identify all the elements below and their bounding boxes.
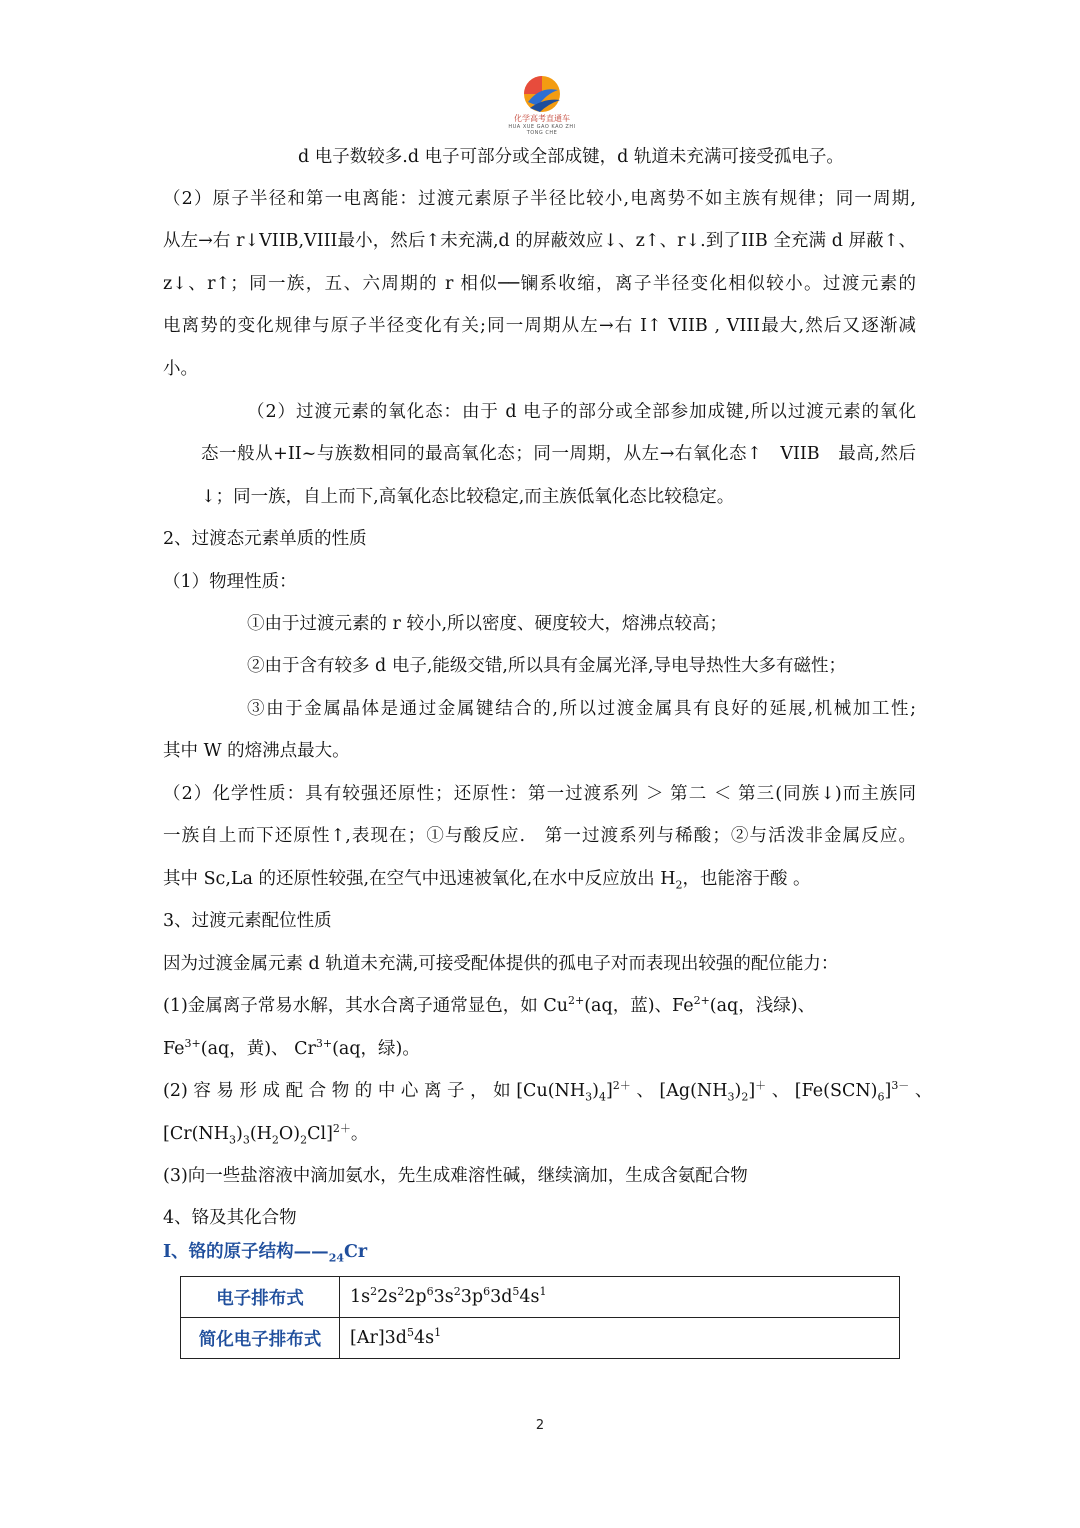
- text-line: 其中 Sc,La 的还原性较强,在空气中迅速被氧化,在水中反应放出 $H_2$，也能溶于酸 。: [163, 869, 811, 892]
- table-cell: $1s^22s^22p^63s^23p^63d^54s^1$: [340, 1277, 900, 1318]
- text-line: （2）过渡元素的氧化态：由于 d 电子的部分或全部参加成键,所以过渡元素的氧化: [247, 402, 916, 422]
- text-line: 电离势的变化规律与原子半径变化有关;同一周期从左→右 I↑ VIIB , VIII最大,然后又逐渐减: [163, 316, 916, 336]
- text-line: $[Cr(NH_3)_3(H_2O)_2Cl]^{2+}$。: [163, 1122, 369, 1147]
- section-heading: 3、过渡元素配位性质: [163, 911, 332, 931]
- text-line: 因为过渡金属元素 d 轨道未充满,可接受配体提供的孤电子对而表现出较强的配位能力：: [163, 954, 839, 974]
- text-line: 其中 W 的熔沸点最大。: [163, 741, 350, 761]
- table-row: [181, 1318, 900, 1359]
- logo-name: 化学高考直通车: [514, 114, 570, 123]
- logo-subtitle: HUA XUE GAO KAO ZHI TONG CHE: [508, 124, 576, 136]
- text-line: 态一般从+II~与族数相同的最高氧化态；同一周期，从左→右氧化态↑ VIIB 最高,然后: [201, 444, 916, 464]
- text-line: z↓、r↑；同一族，五、六周期的 r 相似──镧系收缩，离子半径变化相似较小。过渡元素的: [163, 274, 916, 294]
- text-line: d 电子数较多.d 电子可部分或全部成键，d 轨道未充满可接受孤电子。: [298, 147, 844, 167]
- text-line: ↓；同一族，自上而下,高氧化态比较稳定,而主族低氧化态比较稳定。: [201, 487, 735, 507]
- text-line: ①由于过渡元素的 r 较小,所以密度、硬度较大，熔沸点较高；: [247, 614, 728, 634]
- text-line: (1)金属离子常易水解，其水合离子通常显色，如 $Cu^{2+}(aq$，蓝)、$Fe^{2+}(aq$，浅绿)、: [163, 994, 816, 1016]
- table-header-cell: 简化电子排布式: [181, 1318, 340, 1359]
- subsection-heading: I、铬的原子结构$——_{24}Cr$: [163, 1242, 368, 1265]
- electron-config-table: [180, 1276, 900, 1359]
- table-row: [181, 1277, 900, 1318]
- text-line: (3)向一些盐溶液中滴加氨水，先生成难溶性碱，继续滴加，生成含氨配合物: [163, 1166, 748, 1186]
- table-header-cell: 电子排布式: [181, 1277, 340, 1318]
- text-line: $Fe^{3+}(aq$，黄)、 $Cr^{3+}(aq$，绿)。: [163, 1037, 420, 1059]
- text-line: (2) 容 易 形 成 配 合 物 的 中 心 离 子 ， 如 $[Cu(NH_3)_4]^{2+}$ 、 $[Ag(NH_3)_2]^+$ 、 $[Fe(SCN)_6]^{3-}$ 、: [163, 1079, 933, 1104]
- text-line: 从左→右 r↓VIIB,VIII最小，然后↑未充满,d 的屏蔽效应↓、z↑、r↓.到了IIB 全充满 d 屏蔽↑、: [163, 231, 916, 251]
- text-line: 小。: [163, 359, 198, 379]
- text-line: （2）化学性质：具有较强还原性；还原性：第一过渡系列 ＞ 第二 ＜ 第三(同族↓)而主族同: [163, 784, 916, 804]
- section-heading: 2、过渡态元素单质的性质: [163, 529, 367, 549]
- text-line: ③由于金属晶体是通过金属键结合的,所以过渡金属具有良好的延展,机械加工性;: [247, 699, 916, 719]
- section-heading: 4、铬及其化合物: [163, 1208, 297, 1228]
- text-line: （2）原子半径和第一电离能：过渡元素原子半径比较小,电离势不如主族有规律；同一周期,: [163, 189, 916, 209]
- text-line: 一族自上而下还原性↑,表现在；①与酸反应. 第一过渡系列与稀酸；②与活泼非金属反应。: [163, 826, 916, 846]
- text-line: ②由于含有较多 d 电子,能级交错,所以具有金属光泽,导电导热性大多有磁性；: [247, 656, 847, 676]
- table-cell: $[Ar]3d^54s^1$: [340, 1318, 900, 1359]
- subsection-heading: （1）物理性质：: [163, 572, 297, 592]
- page-number: 2: [535, 1418, 545, 1433]
